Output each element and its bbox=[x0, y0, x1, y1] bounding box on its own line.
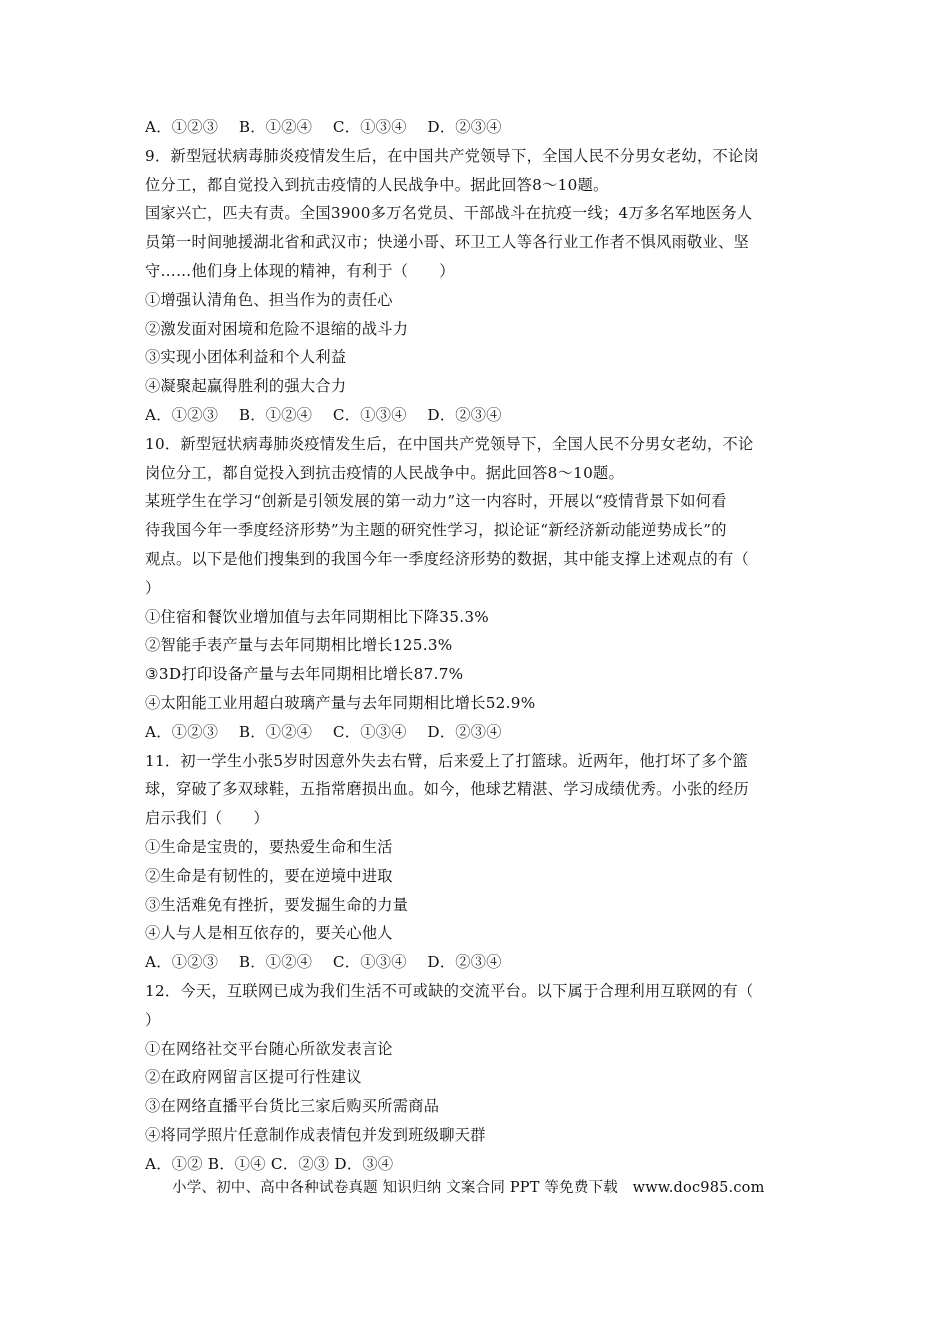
question-12-option-3: ③在网络直播平台货比三家后购买所需商品 bbox=[145, 1097, 440, 1116]
question-10-passage-line-1: 某班学生在学习“创新是引领发展的第一动力”这一内容时，开展以“疫情背景下如何看 bbox=[145, 492, 727, 511]
question-text-block bbox=[145, 113, 808, 1178]
question-10-option-2: ②智能手表产量与去年同期相比增长125.3% bbox=[145, 636, 453, 655]
question-9-passage-line-3: 守……他们身上体现的精神，有利于（ ） bbox=[145, 261, 455, 280]
question-10-passage-line-3: 观点。以下是他们搜集到的我国今年一季度经济形势的数据，其中能支撑上述观点的有（ bbox=[145, 549, 750, 568]
question-9-passage-line-1: 国家兴亡，匹夫有责。全国3900多万名党员、干部战斗在抗疫一线；4万多名军地医务人 bbox=[145, 204, 753, 223]
question-10-passage-line-4: ） bbox=[145, 578, 161, 597]
question-10-option-1: ①住宿和餐饮业增加值与去年同期相比下降35.3% bbox=[145, 607, 490, 626]
question-11-option-1: ①生命是宝贵的，要热爱生命和生活 bbox=[145, 837, 393, 856]
question-10-answer-options: A．①②③ B．①②④ C．①③④ D．②③④ bbox=[145, 722, 502, 741]
question-10-option-4: ④太阳能工业用超白玻璃产量与去年同期相比增长52.9% bbox=[145, 693, 536, 712]
question-9-option-1: ①增强认清角色、担当作为的责任心 bbox=[145, 290, 393, 309]
question-9-line-1: 9．新型冠状病毒肺炎疫情发生后，在中国共产党领导下，全国人民不分男女老幼，不论岗 bbox=[145, 146, 759, 165]
question-9-answer-options: A．①②③ B．①②④ C．①③④ D．②③④ bbox=[145, 405, 502, 424]
question-12-line-2: ） bbox=[145, 1010, 161, 1029]
question-12-line-1: 12．今天，互联网已成为我们生活不可或缺的交流平台。以下属于合理利用互联网的有（ bbox=[145, 981, 754, 1000]
question-9-passage-line-2: 员第一时间驰援湖北省和武汉市；快递小哥、环卫工人等各行业工作者不惧风雨敬业、坚 bbox=[145, 233, 750, 252]
question-11-line-2: 球，穿破了多双球鞋，五指常磨损出血。如今，他球艺精湛、学习成绩优秀。小张的经历 bbox=[145, 780, 750, 799]
question-12-answer-options: A．①② B．①④ C．②③ D．③④ bbox=[145, 1154, 394, 1173]
question-10-passage-line-2: 待我国今年一季度经济形势”为主题的研究性学习，拟论证“新经济新动能逆势成长”的 bbox=[145, 521, 727, 540]
question-12-option-2: ②在政府网留言区提可行性建议 bbox=[145, 1068, 362, 1087]
question-10-line-2: 岗位分工，都自觉投入到抗击疫情的人民战争中。据此回答8～10题。 bbox=[145, 463, 625, 482]
question-11-line-3: 启示我们（ ） bbox=[145, 809, 269, 828]
question-11-answer-options: A．①②③ B．①②④ C．①③④ D．②③④ bbox=[145, 953, 502, 972]
question-11-option-3: ③生活难免有挫折，要发掘生命的力量 bbox=[145, 895, 409, 914]
question-11-line-1: 11．初一学生小张5岁时因意外失去右臂，后来爱上了打篮球。近两年，他打坏了多个篮 bbox=[145, 751, 748, 770]
question-9-option-3: ③实现小团体利益和个人利益 bbox=[145, 348, 347, 367]
question-10-line-1: 10．新型冠状病毒肺炎疫情发生后，在中国共产党领导下，全国人民不分男女老幼，不论 bbox=[145, 434, 754, 453]
question-9-option-2: ②激发面对困境和危险不退缩的战斗力 bbox=[145, 319, 409, 338]
question-9-line-2: 位分工，都自觉投入到抗击疫情的人民战争中。据此回答8～10题。 bbox=[145, 175, 609, 194]
question-9-option-4: ④凝聚起赢得胜利的强大合力 bbox=[145, 377, 347, 396]
question-10-option-3: ③3D打印设备产量与去年同期相比增长87.7% bbox=[145, 665, 464, 684]
page-footer: 小学、初中、高中各种试卷真题 知识归纳 文案合同 PPT 等免费下载 www.doc985.com bbox=[172, 1180, 765, 1196]
question-11-option-2: ②生命是有韧性的，要在逆境中进取 bbox=[145, 866, 393, 885]
question-12-option-1: ①在网络社交平台随心所欲发表言论 bbox=[145, 1039, 393, 1058]
question-11-option-4: ④人与人是相互依存的，要关心他人 bbox=[145, 924, 393, 943]
question-12-option-4: ④将同学照片任意制作成表情包并发到班级聊天群 bbox=[145, 1125, 486, 1144]
answer-options-line: A．①②③ B．①②④ C．①③④ D．②③④ bbox=[145, 118, 502, 136]
